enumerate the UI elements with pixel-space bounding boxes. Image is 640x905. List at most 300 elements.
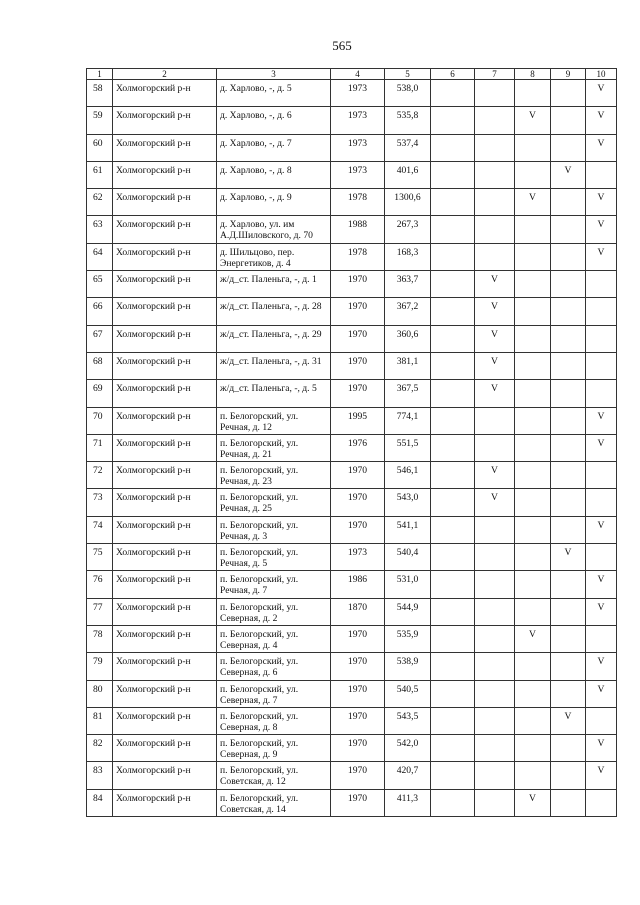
table-row [87,762,617,789]
address-cell: п. Белогорский, ул. Речная, д. 5 [217,544,331,571]
address-cell: п. Белогорский, ул. Северная, д. 6 [217,653,331,680]
col9-mark-cell [551,735,586,762]
col7-mark-cell [475,762,515,789]
col8-mark-cell: V [515,107,551,134]
col9-mark-cell [551,462,586,489]
col9-mark-cell [551,325,586,352]
col6-mark-cell [431,598,475,625]
col10-mark-cell [586,352,617,379]
col8-mark-cell: V [515,625,551,652]
col9-mark-cell [551,380,586,407]
col8-mark-cell [515,298,551,325]
table-row [87,544,617,571]
year-cell: 1970 [331,762,385,789]
col10-mark-cell: V [586,571,617,598]
row-number: 58 [87,80,113,107]
col10-mark-cell [586,544,617,571]
row-number: 75 [87,544,113,571]
col10-mark-cell [586,707,617,734]
col10-mark-cell [586,380,617,407]
col9-mark-cell [551,571,586,598]
col10-mark-cell: V [586,735,617,762]
col6-mark-cell [431,789,475,816]
col7-mark-cell [475,189,515,216]
district-cell: Холмогорский р-н [113,298,217,325]
row-number: 59 [87,107,113,134]
district-cell: Холмогорский р-н [113,571,217,598]
col6-mark-cell [431,462,475,489]
table-body [87,80,617,817]
address-cell: п. Белогорский, ул. Речная, д. 23 [217,462,331,489]
col6-mark-cell [431,216,475,243]
area-cell: 537,4 [385,134,431,161]
col10-mark-cell: V [586,216,617,243]
col10-mark-cell [586,271,617,298]
row-number: 79 [87,653,113,680]
col8-mark-cell [515,680,551,707]
row-number: 72 [87,462,113,489]
col9-mark-cell [551,625,586,652]
address-cell: ж/д_ст. Паленьга, -, д. 28 [217,298,331,325]
row-number: 76 [87,571,113,598]
col7-mark-cell: V [475,462,515,489]
col8-mark-cell [515,516,551,543]
col6-mark-cell [431,298,475,325]
area-cell: 540,5 [385,680,431,707]
col10-mark-cell: V [586,680,617,707]
row-number: 71 [87,434,113,461]
year-cell: 1870 [331,598,385,625]
row-number: 65 [87,271,113,298]
table-header-row [87,69,617,80]
col9-mark-cell [551,107,586,134]
address-cell: д. Харлово, -, д. 5 [217,80,331,107]
table-row [87,735,617,762]
district-cell: Холмогорский р-н [113,189,217,216]
address-cell: п. Белогорский, ул. Речная, д. 21 [217,434,331,461]
area-cell: 774,1 [385,407,431,434]
district-cell: Холмогорский р-н [113,762,217,789]
year-cell: 1995 [331,407,385,434]
col7-mark-cell [475,161,515,188]
year-cell: 1970 [331,735,385,762]
row-number: 61 [87,161,113,188]
year-cell: 1970 [331,489,385,516]
address-cell: ж/д_ст. Паленьга, -, д. 31 [217,352,331,379]
table-row [87,516,617,543]
area-cell: 544,9 [385,598,431,625]
area-cell: 1300,6 [385,189,431,216]
year-cell: 1970 [331,516,385,543]
col8-mark-cell [515,325,551,352]
table-row [87,352,617,379]
area-cell: 420,7 [385,762,431,789]
district-cell: Холмогорский р-н [113,243,217,270]
row-number: 70 [87,407,113,434]
col10-mark-cell [586,298,617,325]
area-cell: 543,5 [385,707,431,734]
col6-mark-cell [431,434,475,461]
area-cell: 543,0 [385,489,431,516]
col6-mark-cell [431,707,475,734]
col7-mark-cell: V [475,380,515,407]
col6-mark-cell [431,571,475,598]
year-cell: 1973 [331,107,385,134]
col10-mark-cell [586,325,617,352]
col6-mark-cell [431,625,475,652]
row-number: 60 [87,134,113,161]
column-header-10: 10 [586,69,617,80]
col6-mark-cell [431,243,475,270]
year-cell: 1973 [331,161,385,188]
table-row [87,680,617,707]
col7-mark-cell [475,598,515,625]
district-cell: Холмогорский р-н [113,653,217,680]
col9-mark-cell [551,134,586,161]
area-cell: 540,4 [385,544,431,571]
year-cell: 1970 [331,271,385,298]
table-row [87,80,617,107]
table-row [87,243,617,270]
district-cell: Холмогорский р-н [113,161,217,188]
col9-mark-cell [551,298,586,325]
col7-mark-cell: V [475,352,515,379]
col9-mark-cell [551,653,586,680]
col9-mark-cell [551,407,586,434]
year-cell: 1970 [331,680,385,707]
col8-mark-cell: V [515,189,551,216]
district-cell: Холмогорский р-н [113,735,217,762]
col8-mark-cell [515,544,551,571]
year-cell: 1970 [331,707,385,734]
column-header-7: 7 [475,69,515,80]
district-cell: Холмогорский р-н [113,134,217,161]
column-header-9: 9 [551,69,586,80]
col7-mark-cell [475,544,515,571]
area-cell: 360,6 [385,325,431,352]
col9-mark-cell [551,271,586,298]
table-row [87,161,617,188]
table-row [87,489,617,516]
area-cell: 535,8 [385,107,431,134]
year-cell: 1970 [331,380,385,407]
row-number: 67 [87,325,113,352]
address-cell: ж/д_ст. Паленьга, -, д. 5 [217,380,331,407]
col7-mark-cell [475,80,515,107]
col9-mark-cell: V [551,707,586,734]
col9-mark-cell [551,352,586,379]
address-cell: д. Харлово, ул. им А.Д.Шиловского, д. 70 [217,216,331,243]
row-number: 77 [87,598,113,625]
area-cell: 411,3 [385,789,431,816]
col8-mark-cell [515,134,551,161]
col6-mark-cell [431,325,475,352]
address-cell: ж/д_ст. Паленьга, -, д. 1 [217,271,331,298]
col8-mark-cell [515,762,551,789]
col7-mark-cell [475,735,515,762]
table-row [87,625,617,652]
district-cell: Холмогорский р-н [113,789,217,816]
area-cell: 381,1 [385,352,431,379]
col9-mark-cell [551,680,586,707]
area-cell: 401,6 [385,161,431,188]
year-cell: 1970 [331,462,385,489]
col10-mark-cell: V [586,107,617,134]
table-row [87,653,617,680]
row-number: 66 [87,298,113,325]
col8-mark-cell [515,735,551,762]
area-cell: 535,9 [385,625,431,652]
district-cell: Холмогорский р-н [113,352,217,379]
table-row [87,789,617,816]
col9-mark-cell [551,489,586,516]
col6-mark-cell [431,407,475,434]
area-cell: 267,3 [385,216,431,243]
district-cell: Холмогорский р-н [113,707,217,734]
col9-mark-cell [551,598,586,625]
row-number: 83 [87,762,113,789]
table-row [87,298,617,325]
address-cell: п. Белогорский, ул. Советская, д. 12 [217,762,331,789]
table-row [87,434,617,461]
col8-mark-cell [515,380,551,407]
col9-mark-cell: V [551,544,586,571]
col7-mark-cell: V [475,271,515,298]
col10-mark-cell: V [586,653,617,680]
col7-mark-cell [475,243,515,270]
col8-mark-cell [515,161,551,188]
address-cell: п. Белогорский, ул. Речная, д. 25 [217,489,331,516]
col9-mark-cell [551,189,586,216]
col10-mark-cell [586,462,617,489]
col6-mark-cell [431,489,475,516]
address-cell: п. Белогорский, ул. Северная, д. 7 [217,680,331,707]
table-row [87,380,617,407]
year-cell: 1973 [331,80,385,107]
area-cell: 541,1 [385,516,431,543]
col7-mark-cell [475,407,515,434]
col6-mark-cell [431,380,475,407]
page-number: 565 [332,38,352,53]
table-row [87,134,617,161]
area-cell: 367,2 [385,298,431,325]
year-cell: 1978 [331,243,385,270]
col7-mark-cell [475,134,515,161]
col6-mark-cell [431,80,475,107]
table-row [87,189,617,216]
col6-mark-cell [431,107,475,134]
col6-mark-cell [431,352,475,379]
district-cell: Холмогорский р-н [113,462,217,489]
col8-mark-cell [515,407,551,434]
district-cell: Холмогорский р-н [113,107,217,134]
area-cell: 538,0 [385,80,431,107]
col10-mark-cell: V [586,243,617,270]
col8-mark-cell [515,434,551,461]
area-cell: 363,7 [385,271,431,298]
col9-mark-cell: V [551,161,586,188]
district-cell: Холмогорский р-н [113,80,217,107]
col6-mark-cell [431,516,475,543]
table-row [87,462,617,489]
year-cell: 1973 [331,544,385,571]
col10-mark-cell [586,625,617,652]
table-row [87,271,617,298]
col10-mark-cell [586,789,617,816]
col7-mark-cell [475,789,515,816]
address-cell: д. Харлово, -, д. 9 [217,189,331,216]
col8-mark-cell [515,80,551,107]
district-cell: Холмогорский р-н [113,598,217,625]
area-cell: 367,5 [385,380,431,407]
col7-mark-cell [475,434,515,461]
year-cell: 1986 [331,571,385,598]
col8-mark-cell [515,271,551,298]
col10-mark-cell: V [586,407,617,434]
district-cell: Холмогорский р-н [113,680,217,707]
col10-mark-cell: V [586,80,617,107]
year-cell: 1970 [331,653,385,680]
table-row [87,598,617,625]
district-cell: Холмогорский р-н [113,544,217,571]
district-cell: Холмогорский р-н [113,380,217,407]
col9-mark-cell [551,762,586,789]
col7-mark-cell [475,707,515,734]
col8-mark-cell [515,352,551,379]
district-cell: Холмогорский р-н [113,625,217,652]
col8-mark-cell [515,571,551,598]
address-cell: д. Шильцово, пер. Энергетиков, д. 4 [217,243,331,270]
table-row [87,325,617,352]
col10-mark-cell: V [586,762,617,789]
col9-mark-cell [551,434,586,461]
year-cell: 1976 [331,434,385,461]
col6-mark-cell [431,762,475,789]
col9-mark-cell [551,80,586,107]
row-number: 63 [87,216,113,243]
column-header-1: 1 [87,69,113,80]
area-cell: 542,0 [385,735,431,762]
year-cell: 1970 [331,789,385,816]
col8-mark-cell [515,243,551,270]
area-cell: 538,9 [385,653,431,680]
column-header-2: 2 [113,69,217,80]
address-cell: д. Харлово, -, д. 6 [217,107,331,134]
district-cell: Холмогорский р-н [113,434,217,461]
year-cell: 1970 [331,298,385,325]
district-cell: Холмогорский р-н [113,216,217,243]
year-cell: 1988 [331,216,385,243]
column-header-6: 6 [431,69,475,80]
year-cell: 1970 [331,325,385,352]
housing-table [86,68,617,817]
col7-mark-cell: V [475,325,515,352]
col10-mark-cell [586,161,617,188]
column-header-4: 4 [331,69,385,80]
district-cell: Холмогорский р-н [113,516,217,543]
row-number: 74 [87,516,113,543]
year-cell: 1970 [331,352,385,379]
col10-mark-cell: V [586,134,617,161]
col7-mark-cell [475,571,515,598]
col7-mark-cell [475,625,515,652]
col7-mark-cell [475,653,515,680]
col7-mark-cell: V [475,298,515,325]
col7-mark-cell [475,107,515,134]
address-cell: п. Белогорский, ул. Северная, д. 2 [217,598,331,625]
col8-mark-cell [515,653,551,680]
row-number: 69 [87,380,113,407]
col7-mark-cell [475,216,515,243]
address-cell: п. Белогорский, ул. Речная, д. 3 [217,516,331,543]
col10-mark-cell: V [586,189,617,216]
row-number: 78 [87,625,113,652]
col6-mark-cell [431,653,475,680]
col10-mark-cell [586,489,617,516]
table-row [87,571,617,598]
col6-mark-cell [431,544,475,571]
district-cell: Холмогорский р-н [113,489,217,516]
area-cell: 551,5 [385,434,431,461]
address-cell: п. Белогорский, ул. Северная, д. 9 [217,735,331,762]
column-header-5: 5 [385,69,431,80]
col7-mark-cell [475,516,515,543]
address-cell: п. Белогорский, ул. Советская, д. 14 [217,789,331,816]
col10-mark-cell: V [586,516,617,543]
row-number: 84 [87,789,113,816]
col6-mark-cell [431,189,475,216]
col7-mark-cell: V [475,489,515,516]
col6-mark-cell [431,735,475,762]
address-cell: д. Харлово, -, д. 7 [217,134,331,161]
year-cell: 1978 [331,189,385,216]
col8-mark-cell [515,489,551,516]
col8-mark-cell [515,707,551,734]
col6-mark-cell [431,680,475,707]
col9-mark-cell [551,789,586,816]
col9-mark-cell [551,516,586,543]
col8-mark-cell [515,462,551,489]
row-number: 81 [87,707,113,734]
district-cell: Холмогорский р-н [113,325,217,352]
col7-mark-cell [475,680,515,707]
col6-mark-cell [431,271,475,298]
col8-mark-cell [515,216,551,243]
table-row [87,216,617,243]
col9-mark-cell [551,243,586,270]
col10-mark-cell: V [586,598,617,625]
area-cell: 531,0 [385,571,431,598]
address-cell: п. Белогорский, ул. Речная, д. 12 [217,407,331,434]
area-cell: 168,3 [385,243,431,270]
col10-mark-cell: V [586,434,617,461]
column-header-3: 3 [217,69,331,80]
district-cell: Холмогорский р-н [113,407,217,434]
table-row [87,107,617,134]
district-cell: Холмогорский р-н [113,271,217,298]
table-row [87,707,617,734]
address-cell: п. Белогорский, ул. Северная, д. 4 [217,625,331,652]
address-cell: ж/д_ст. Паленьга, -, д. 29 [217,325,331,352]
address-cell: д. Харлово, -, д. 8 [217,161,331,188]
address-cell: п. Белогорский, ул. Речная, д. 7 [217,571,331,598]
row-number: 73 [87,489,113,516]
row-number: 80 [87,680,113,707]
year-cell: 1970 [331,625,385,652]
col8-mark-cell [515,598,551,625]
row-number: 64 [87,243,113,270]
area-cell: 546,1 [385,462,431,489]
